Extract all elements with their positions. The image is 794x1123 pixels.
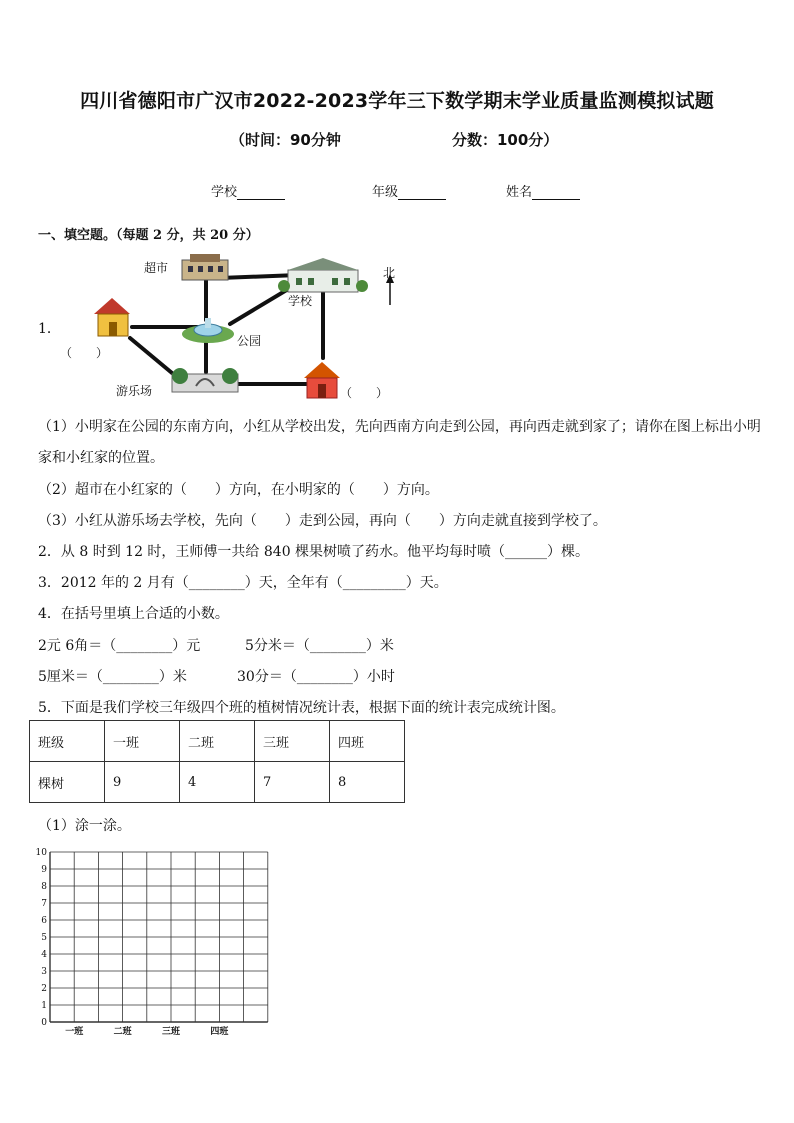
y-tick-label: 5	[41, 933, 47, 943]
q4-a: 2元 6角＝（________）元	[38, 638, 201, 654]
y-tick-label: 10	[35, 848, 47, 858]
y-tick-label: 3	[41, 967, 47, 977]
school-label: 学校	[211, 185, 238, 200]
table-cell: 班级	[30, 721, 105, 762]
table-cell: 8	[330, 762, 405, 803]
supermarket-building	[182, 254, 228, 280]
school-label: 学校	[288, 294, 313, 308]
house-left	[94, 298, 130, 336]
exam-time: （时间：90分钟	[230, 131, 341, 149]
y-tick-label: 7	[41, 899, 47, 909]
table-cell: 二班	[180, 721, 255, 762]
q1-number: 1．	[38, 321, 61, 337]
supermarket-label: 超市	[144, 261, 169, 275]
park-fountain	[182, 318, 234, 343]
q4-c: 5厘米＝（________）米	[38, 669, 187, 685]
q3-text: 3．2012 年的 2 月有（________）天，全年有（_________）天。	[38, 575, 448, 591]
right-house-blank[interactable]: （ ）	[340, 386, 389, 400]
q4-d: 30分＝（________）小时	[237, 669, 395, 685]
x-category-label: 二班	[113, 1027, 132, 1037]
blank-bar-chart[interactable]	[30, 842, 280, 1042]
grade-blank[interactable]	[398, 185, 446, 200]
q2-text: 2．从 8 时到 12 时，王师傅一共给 840 棵果树喷了药水。他平均每时喷（______）棵。	[38, 544, 590, 560]
q1-sub3: （3）小红从游乐场去学校，先向（ ）走到公园，再向（ ）方向走就直接到学校了。	[38, 513, 607, 529]
name-field[interactable]	[506, 181, 580, 200]
playground-label: 游乐场	[116, 384, 153, 398]
q5-text: 5．下面是我们学校三年级四个班的植树情况统计表，根据下面的统计表完成统计图。	[38, 700, 565, 716]
table-cell: 四班	[330, 721, 405, 762]
table-row	[30, 721, 405, 762]
y-tick-label: 6	[41, 916, 47, 926]
q4-b: 5分米＝（________）米	[245, 638, 394, 654]
planting-stats-table	[29, 720, 405, 803]
house-right	[304, 362, 340, 398]
x-category-label: 一班	[65, 1027, 84, 1037]
x-category-label: 四班	[210, 1027, 229, 1037]
north-label: 北	[383, 266, 396, 280]
school-building	[278, 258, 368, 292]
q4-text: 4．在括号里填上合适的小数。	[38, 606, 229, 622]
y-tick-label: 4	[41, 950, 47, 960]
y-tick-label: 0	[41, 1018, 47, 1028]
x-category-label: 三班	[161, 1027, 181, 1037]
grade-field[interactable]	[372, 181, 446, 200]
y-tick-label: 8	[41, 882, 47, 892]
table-cell: 9	[105, 762, 180, 803]
q5-sub1: （1）涂一涂。	[38, 818, 131, 834]
direction-map	[60, 250, 420, 410]
grade-label: 年级	[372, 185, 399, 200]
school-blank[interactable]	[237, 185, 285, 200]
exam-score: 分数：100分）	[452, 131, 559, 149]
left-house-blank[interactable]: （ ）	[60, 346, 109, 360]
table-cell: 7	[255, 762, 330, 803]
y-tick-label: 1	[41, 1001, 47, 1011]
q1-sub2: （2）超市在小红家的（ ）方向，在小明家的（ ）方向。	[38, 482, 439, 498]
page-title: 四川省德阳市广汉市2022-2023学年三下数学期末学业质量监测模拟试题	[80, 90, 714, 112]
school-field[interactable]	[211, 181, 285, 200]
table-cell: 4	[180, 762, 255, 803]
name-blank[interactable]	[532, 185, 580, 200]
q1-sub1-line2: 家和小红家的位置。	[38, 450, 164, 466]
park-label: 公园	[237, 334, 262, 348]
section-heading: 一、填空题。（每题 2 分，共 20 分）	[38, 228, 259, 243]
table-cell: 棵树	[30, 762, 105, 803]
name-label: 姓名	[506, 185, 533, 200]
table-row	[30, 762, 405, 803]
table-cell: 三班	[255, 721, 330, 762]
q1-sub1-line1: （1）小明家在公园的东南方向，小红从学校出发，先向西南方向走到公园，再向西走就到家了；请你在图上标出小明	[38, 419, 761, 435]
y-tick-label: 2	[41, 984, 47, 994]
table-cell: 一班	[105, 721, 180, 762]
y-tick-label: 9	[41, 865, 47, 875]
chart-svg[interactable]	[30, 842, 280, 1042]
